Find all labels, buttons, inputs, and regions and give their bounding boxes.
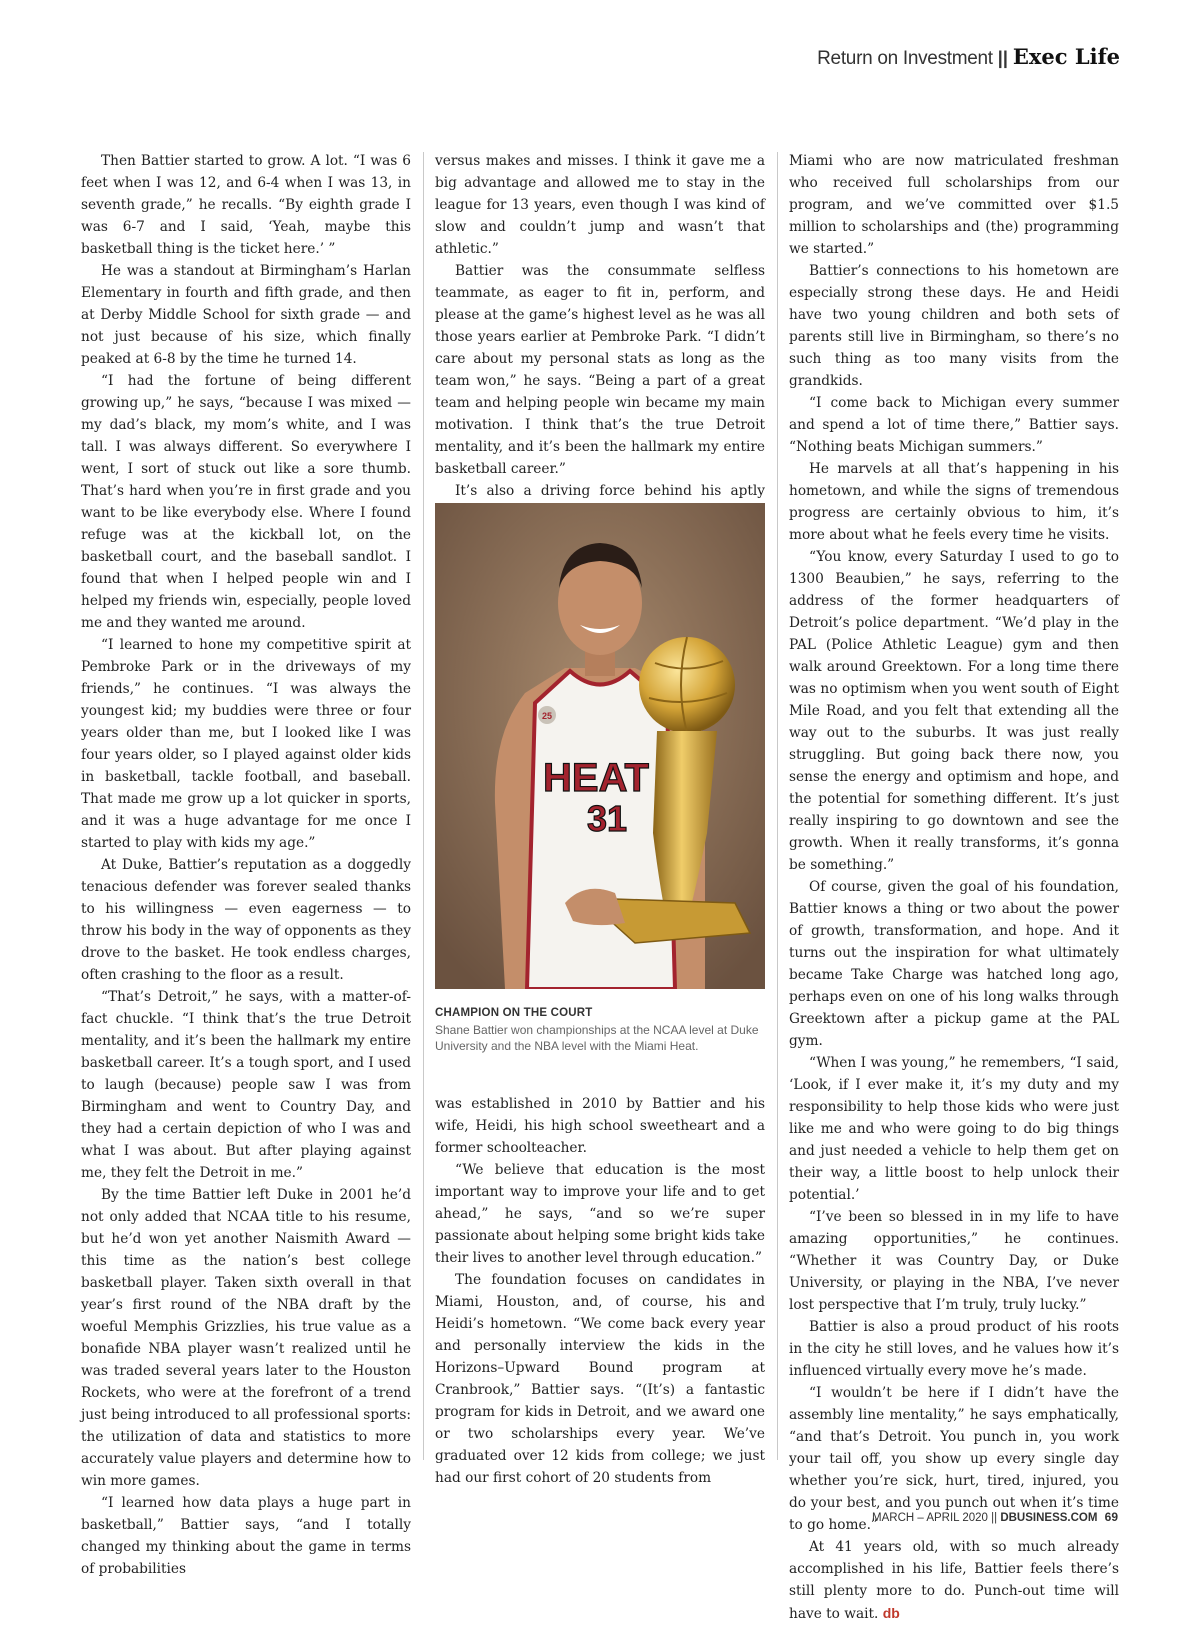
paragraph: The foundation focuses on candidates in Miami, Houston, and, of course, his and Heidi’s hometown. “We come back every year and personally interview the kids in the Horizons–Upward Bound program at Cranbrook,” Battier says. “(It’s) a fantastic program for kids in Detroit, and we award one or two scholarships every year. We’ve graduated over 12 kids from college; we just had our first cohort of 20 students from: [435, 1272, 765, 1486]
caption-text: Shane Battier won championships at the NCAA level at Duke University and the NBA level with the Miami Heat.: [435, 1023, 759, 1053]
paragraph: At Duke, Battier’s reputation as a doggedly tenacious defender was forever sealed thanks to his willingness — even eagerness — to throw his body in the way of opponents as they drove to the basket. He took endless charges, often crashing to the floor as a result.: [81, 857, 411, 983]
paragraph: “When I was young,” he remembers, “I said, ‘Look, if I ever make it, it’s my duty and my responsibility to help those kids who were just like me and who were going to do big things and just needed a vehicle to help them get on their way, a little boost to help unlock their potential.’: [789, 1055, 1119, 1203]
paragraph: “We believe that education is the most important way to improve your life and to get ahead,” he says, “and so we’re super passionate about helping some bright kids take their lives to another level through education.”: [435, 1162, 765, 1266]
site-name: DBUSINESS.COM: [1000, 1512, 1098, 1524]
photo-illustration: [435, 503, 765, 989]
paragraph: “I learned to hone my competitive spirit at Pembroke Park or in the driveways of my friends,” he continues. “I was always the youngest kid; my buddies were three or four years older than me, but I looked like I was four years older, so I played against older kids in basketball, tackle football, and baseball. That made me grow up a lot quicker in sports, and it was a huge advantage for me once I started to play with kids my age.”: [81, 637, 411, 851]
paragraph: “I wouldn’t be here if I didn’t have the assembly line mentality,” he says emphatically, “and that’s Detroit. You punch in, you work your tail off, you show up every single day whether you’re sick, hurt, tired, injured, you do your best, and you punch out when it’s time to go home.”: [789, 1385, 1119, 1533]
paragraph: Then Battier started to grow. A lot. “I was 6 feet when I was 12, and 6-4 when I was 13, in seventh grade,” he recalls. “By eighth grade I was 6-7 and I said, ‘Yeah, maybe this basketball thing is the ticket here.’ ”: [81, 153, 411, 257]
column-rule-1: [423, 152, 424, 1460]
paragraph: By the time Battier left Duke in 2001 he’d not only added that NCAA title to his resume, but he’d won yet another Naismith Award — this time as the nation’s best college basketball player. Taken sixth overall in that year’s first round of the NBA draft by the woeful Memphis Grizzlies, his true value as a bonafide NBA player wasn’t realized until he was traded several years later to the Houston Rockets, who were at the forefront of a trend just being introduced to all professional sports: the utilization of data and statistics to more accurately value players and determine how to win more games.: [81, 1187, 411, 1489]
article-column-2-top: [435, 150, 765, 499]
header-separator: ||: [997, 48, 1008, 68]
paragraph: Battier was the consummate selfless teammate, as eager to fit in, perform, and please at the game’s highest level as he was all those years earlier at Pembroke Park. “I didn’t care about my personal stats as long as the team won,” he says. “Being a part of a great team and helping people win became my main motivation. I think that’s the true Detroit mentality, and it’s been the hallmark my entire basketball career.”: [435, 263, 765, 477]
caption-title: CHAMPION ON THE COURT: [435, 1007, 593, 1019]
player-photo: [435, 503, 765, 989]
paragraph: He was a standout at Birmingham’s Harlan Elementary in fourth and fifth grade, and then at Derby Middle School for sixth grade — and not just because of his size, which finally peaked at 6-8 by the time he turned 14.: [81, 263, 411, 367]
department-name: Exec Life: [1012, 44, 1120, 69]
paragraph: “You know, every Saturday I used to go to 1300 Beaubien,” he says, referring to the address of the former headquarters of Detroit’s police department. “We’d play in the PAL (Police Athletic League) gym and then walk around Greektown. For a long time there was no optimism when you went south of Eight Mile Road, and you felt that extending all the way out to the suburbs. It was just really struggling. But going back there now, you sense the energy and optimism and hope, and the potential for something different. It’s just really inspiring to go downtown and see the growth. When it really transforms, it’s gonna be something.”: [789, 549, 1119, 873]
article-column-1: [81, 150, 411, 1577]
paragraph: Battier is also a proud product of his roots in the city he still loves, and he values how it’s influenced virtually every move he’s made.: [789, 1319, 1119, 1379]
paragraph: Miami who are now matriculated freshman who received full scholarships from our program, and we’ve committed over $1.5 million to scholarships and (the) programming we started.”: [789, 153, 1119, 257]
article-column-2-bottom: [435, 1093, 765, 1486]
column-rule-2: [777, 152, 778, 1460]
jersey-text: HEAT: [543, 756, 649, 800]
section-name: Return on Investment: [817, 48, 993, 69]
end-mark-logo: db: [882, 1605, 900, 1621]
final-paragraph: [789, 1536, 1119, 1625]
jersey-number: 31: [587, 798, 628, 839]
footer-separator: ||: [991, 1512, 998, 1524]
page-number: 69: [1104, 1510, 1118, 1524]
page-footer: [872, 1510, 1118, 1524]
paragraph: Battier’s connections to his hometown are especially strong these days. He and Heidi have two young children and both sets of parents still live in Birmingham, so there’s no such thing as too many visits from the grandkids.: [789, 263, 1119, 389]
paragraph: “I’ve been so blessed in in my life to have amazing opportunities,” he continues. “Whether it was Country Day, or Duke University, or playing in the NBA, I’ve never lost perspective that I’m truly, truly lucky.”: [789, 1209, 1119, 1313]
trophy-ball: [639, 637, 735, 733]
paragraph: was established in 2010 by Battier and his wife, Heidi, his high school sweetheart and a former schoolteacher.: [435, 1096, 765, 1156]
paragraph: versus makes and misses. I think it gave me a big advantage and allowed me to stay in the league for 13 years, even though I was kind of slow and couldn’t jump and wasn’t that athletic.”: [435, 153, 765, 257]
paragraph: “That’s Detroit,” he says, with a matter-of-fact chuckle. “I think that’s the true Detroit mentality, and it’s been the hallmark my entire basketball career. It’s a tough sport, and I used to laugh (because) people saw I was from Birmingham and went to Country Day, and they had a certain depiction of who I was and what I was about. But after playing against me, they felt the Detroit in me.”: [81, 989, 411, 1181]
photo-caption: [435, 1007, 765, 1054]
final-paragraph-text: At 41 years old, with so much already accomplished in his life, Battier feels there’s still plenty more to do. Punch-out time will have to wait.: [789, 1539, 1119, 1622]
paragraph: Of course, given the goal of his foundation, Battier knows a thing or two about the power of growth, transformation, and hope. And it turns out the inspiration for what ultimately became Take Charge was hatched long ago, perhaps even on one of his long walks through Greektown after a pickup game at the PAL gym.: [789, 879, 1119, 1049]
paragraph: It’s also a driving force behind his aptly: [455, 483, 765, 499]
issue-date: MARCH – APRIL 2020: [872, 1512, 988, 1524]
paragraph: “I had the fortune of being different growing up,” he says, “because I was mixed — my dad’s black, my mom’s white, and I was tall. I was always different. So everywhere I went, I sort of stuck out like a sore thumb. That’s hard when you’re in first grade and you want to be like everybody else. Where I found refuge was at the kickball lot, on the basketball court, and the baseball sandlot. I found that when I helped people win and I helped my friends win, especially, people loved me and they wanted me around.: [81, 373, 411, 631]
paragraph: “I come back to Michigan every summer and spend a lot of time there,” Battier says. “Nothing beats Michigan summers.”: [789, 395, 1119, 455]
paragraph: “I learned how data plays a huge part in basketball,” Battier says, “and I totally changed my thinking about the game in terms of probabilities: [81, 1495, 411, 1577]
patch-number: 25: [541, 711, 553, 721]
paragraph: He marvels at all that’s happening in his hometown, and while the signs of tremendous progress are certainly obvious to him, it’s more about what he feels every time he visits.: [789, 461, 1119, 543]
running-header: [817, 44, 1120, 70]
